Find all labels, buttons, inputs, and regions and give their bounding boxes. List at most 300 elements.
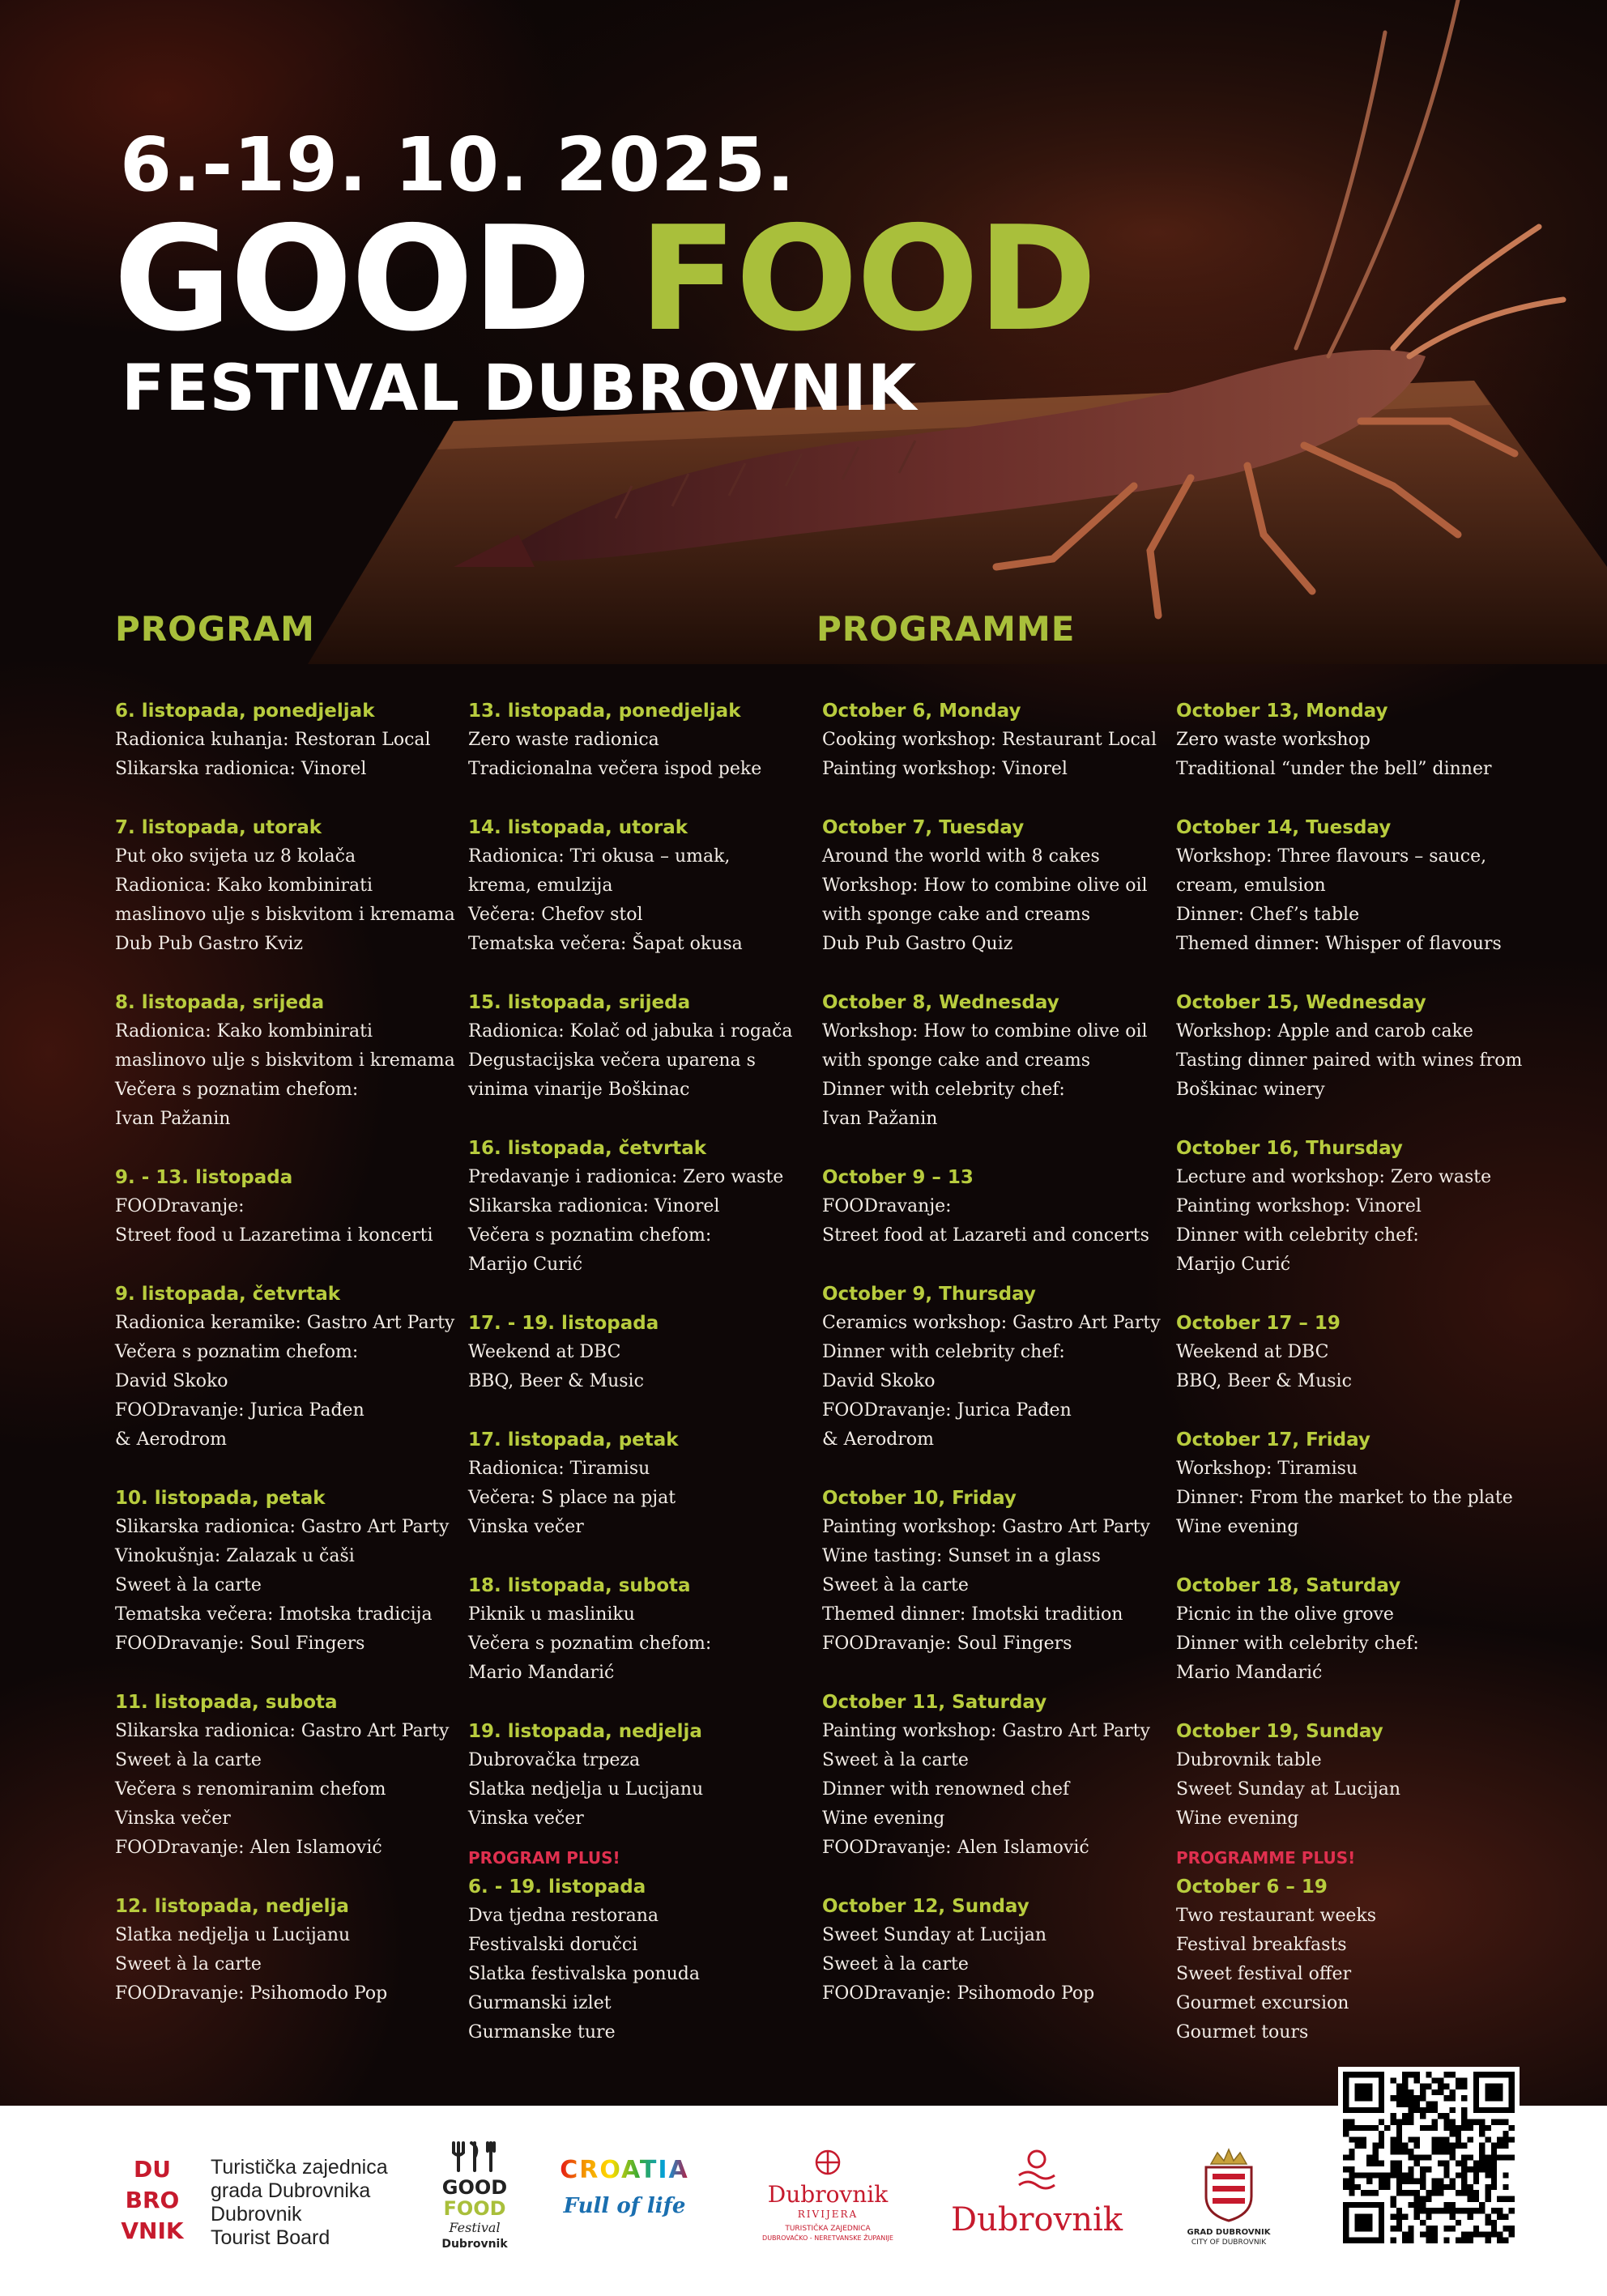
event-line: Festivalski doručci xyxy=(468,1935,638,1955)
event-line: maslinovo ulje s biskvitom i kremama xyxy=(115,905,455,925)
qr-code[interactable] xyxy=(1338,2067,1520,2248)
qr-module xyxy=(1426,2125,1431,2131)
event-line: Slikarska radionica: Gastro Art Party xyxy=(115,1517,450,1537)
qr-module xyxy=(1402,2072,1408,2077)
qr-module xyxy=(1450,2213,1456,2219)
event-line: Sweet Sunday at Lucijan xyxy=(1176,1779,1400,1800)
qr-module xyxy=(1468,2184,1473,2190)
qr-module xyxy=(1396,2102,1402,2107)
event-line: Two restaurant weeks xyxy=(1176,1906,1377,1926)
qr-module xyxy=(1456,2220,1461,2226)
qr-module xyxy=(1396,2089,1402,2095)
event-line: Večera: Chefov stol xyxy=(468,905,643,925)
qr-module xyxy=(1456,2077,1461,2083)
qr-module xyxy=(1414,2202,1420,2208)
qr-module xyxy=(1408,2231,1413,2237)
event-line: Dva tjedna restorana xyxy=(468,1906,659,1926)
day-date: October 9 – 13 xyxy=(822,1167,974,1188)
qr-module xyxy=(1461,2208,1467,2213)
event-line: Wine evening xyxy=(822,1808,945,1829)
day-date: October 10, Friday xyxy=(822,1488,1017,1509)
day-block xyxy=(468,988,816,1105)
qr-module xyxy=(1497,2213,1503,2219)
day-block xyxy=(468,696,816,784)
qr-module xyxy=(1443,2166,1449,2172)
event-line: Sweet festival offer xyxy=(1176,1964,1352,1984)
qr-module xyxy=(1485,2136,1490,2142)
tz-line: grada Dubrovnika xyxy=(211,2179,371,2202)
event-line: FOODravanje: xyxy=(115,1196,245,1216)
event-line: Vinska večer xyxy=(468,1808,584,1829)
qr-module xyxy=(1366,2190,1372,2196)
event-line: Radionica: Kolač od jabuka i rogača xyxy=(468,1021,793,1042)
gf-festival: Festival xyxy=(449,2220,501,2235)
qr-module xyxy=(1402,2179,1408,2184)
qr-module xyxy=(1349,2172,1354,2178)
day-date: October 8, Wednesday xyxy=(822,992,1059,1013)
day-date: October 14, Tuesday xyxy=(1176,817,1392,838)
qr-module xyxy=(1450,2179,1456,2184)
qr-module xyxy=(1497,2208,1503,2213)
event-line: Dinner with celebrity chef: xyxy=(822,1342,1065,1362)
qr-module xyxy=(1432,2102,1438,2107)
qr-module xyxy=(1473,2172,1479,2178)
day-block xyxy=(468,1134,816,1280)
event-line: Painting workshop: Gastro Art Party xyxy=(822,1721,1150,1741)
qr-module xyxy=(1349,2166,1354,2172)
qr-module xyxy=(1390,2136,1396,2142)
qr-module xyxy=(1461,2154,1467,2160)
qr-module xyxy=(1408,2102,1413,2107)
qr-module xyxy=(1461,2119,1467,2124)
qr-module xyxy=(1420,2208,1426,2213)
qr-module xyxy=(1485,2231,1490,2237)
event-line: krema, emulzija xyxy=(468,875,613,896)
qr-module xyxy=(1414,2077,1420,2083)
qr-module xyxy=(1509,2196,1515,2202)
qr-module xyxy=(1420,2231,1426,2237)
qr-module xyxy=(1343,2166,1349,2172)
day-date: 9. - 13. listopada xyxy=(115,1167,293,1188)
qr-module xyxy=(1343,2184,1349,2190)
qr-module xyxy=(1503,2238,1508,2243)
tourist-board-text xyxy=(211,2156,388,2250)
qr-module xyxy=(1426,2107,1431,2113)
qr-module xyxy=(1402,2102,1408,2107)
event-line: Workshop: How to combine olive oil xyxy=(822,875,1148,896)
qr-module xyxy=(1438,2136,1443,2142)
day-block xyxy=(468,1872,816,2047)
mark-line: VNIK xyxy=(121,2217,184,2244)
day-date: October 16, Thursday xyxy=(1176,1138,1403,1159)
qr-module xyxy=(1503,2226,1508,2231)
qr-module xyxy=(1438,2149,1443,2154)
qr-module xyxy=(1390,2077,1396,2083)
qr-module xyxy=(1414,2102,1420,2107)
qr-module xyxy=(1361,2190,1366,2196)
qr-module xyxy=(1379,2172,1384,2178)
event-line: Večera s poznatim chefom: xyxy=(115,1080,359,1100)
qr-module xyxy=(1396,2208,1402,2213)
event-line: FOODravanje: Psihomodo Pop xyxy=(822,1983,1095,2004)
qr-module xyxy=(1402,2077,1408,2083)
qr-module xyxy=(1396,2149,1402,2154)
qr-module xyxy=(1408,2136,1413,2142)
gf-dubrovnik: Dubrovnik xyxy=(441,2238,508,2251)
qr-module xyxy=(1373,2143,1379,2149)
qr-module xyxy=(1450,2202,1456,2208)
day-block xyxy=(115,696,463,784)
event-line: Weekend at DBC xyxy=(1176,1342,1329,1362)
qr-module xyxy=(1402,2213,1408,2219)
qr-module xyxy=(1420,2107,1426,2113)
event-line: Put oko svijeta uz 8 kolača xyxy=(115,846,356,867)
qr-module xyxy=(1456,2143,1461,2149)
event-line: Workshop: How to combine olive oil xyxy=(822,1021,1148,1042)
qr-module xyxy=(1396,2143,1402,2149)
event-line: Dub Pub Gastro Kviz xyxy=(115,934,303,954)
qr-module xyxy=(1384,2179,1390,2184)
qr-module xyxy=(1349,2179,1354,2184)
qr-module xyxy=(1361,2125,1366,2131)
qr-module xyxy=(1461,2231,1467,2237)
event-line: Večera s poznatim chefom: xyxy=(468,1634,712,1654)
event-line: Slatka nedjelja u Lucijanu xyxy=(115,1925,351,1945)
qr-module xyxy=(1414,2213,1420,2219)
qr-module xyxy=(1503,2184,1508,2190)
qr-module xyxy=(1420,2220,1426,2226)
event-line: Radionica: Tri okusa – umak, xyxy=(468,846,731,867)
event-line: Slikarska radionica: Vinorel xyxy=(468,1196,720,1216)
day-block xyxy=(115,813,463,959)
day-date: 6. - 19. listopada xyxy=(468,1876,646,1898)
qr-module xyxy=(1432,2136,1438,2142)
qr-module xyxy=(1390,2143,1396,2149)
event-line: Ivan Pažanin xyxy=(822,1109,938,1129)
qr-module xyxy=(1479,2149,1485,2154)
qr-finder xyxy=(1355,2213,1373,2231)
event-line: BBQ, Beer & Music xyxy=(1176,1371,1352,1391)
day-date: October 12, Sunday xyxy=(822,1896,1029,1917)
qr-module xyxy=(1497,2119,1503,2124)
day-date: 12. listopada, nedjelja xyxy=(115,1896,349,1917)
festival-subtitle: FESTIVAL DUBROVNIK xyxy=(121,352,918,425)
qr-module xyxy=(1396,2172,1402,2178)
day-date: 19. listopada, nedjelja xyxy=(468,1721,702,1742)
qr-module xyxy=(1461,2179,1467,2184)
title-good: GOOD xyxy=(113,195,590,363)
event-line: Slatka nedjelja u Lucijanu xyxy=(468,1779,704,1800)
qr-module xyxy=(1456,2136,1461,2142)
event-line: & Aerodrom xyxy=(115,1429,227,1450)
qr-module xyxy=(1491,2166,1497,2172)
qr-module xyxy=(1479,2154,1485,2160)
qr-module xyxy=(1379,2161,1384,2166)
event-line: FOODravanje: Psihomodo Pop xyxy=(115,1983,388,2004)
day-date: 10. listopada, petak xyxy=(115,1488,326,1509)
qr-module xyxy=(1456,2125,1461,2131)
qr-module xyxy=(1420,2125,1426,2131)
qr-module xyxy=(1414,2161,1420,2166)
qr-module xyxy=(1343,2179,1349,2184)
day-date: 13. listopada, ponedjeljak xyxy=(468,701,741,722)
event-line: Painting workshop: Gastro Art Party xyxy=(822,1517,1150,1537)
qr-module xyxy=(1355,2136,1361,2142)
event-line: Tasting dinner paired with wines from xyxy=(1176,1050,1523,1071)
day-block xyxy=(1176,1872,1541,2047)
qr-module xyxy=(1408,2166,1413,2172)
qr-module xyxy=(1426,2166,1431,2172)
programme-plus-label: PROGRAMME PLUS! xyxy=(1176,1848,1356,1868)
qr-module xyxy=(1443,2119,1449,2124)
dubrovnik-city-brand-logo xyxy=(940,2145,1134,2258)
event-line: Dinner with celebrity chef: xyxy=(1176,1225,1419,1246)
qr-module xyxy=(1396,2095,1402,2101)
event-line: & Aerodrom xyxy=(822,1429,934,1450)
qr-module xyxy=(1366,2125,1372,2131)
qr-module xyxy=(1503,2196,1508,2202)
qr-module xyxy=(1485,2184,1490,2190)
qr-module xyxy=(1509,2226,1515,2231)
day-block xyxy=(822,1280,1170,1455)
day-date: October 17 – 19 xyxy=(1176,1313,1341,1334)
qr-module xyxy=(1349,2119,1354,2124)
event-line: Dinner: From the market to the plate xyxy=(1176,1488,1513,1508)
qr-module xyxy=(1468,2154,1473,2160)
qr-module xyxy=(1379,2131,1384,2136)
qr-module xyxy=(1426,2238,1431,2243)
heading-program: PROGRAM xyxy=(115,609,315,649)
qr-module xyxy=(1408,2179,1413,2184)
qr-module xyxy=(1438,2184,1443,2190)
festival-title xyxy=(113,195,1096,363)
qr-module xyxy=(1426,2213,1431,2219)
qr-module xyxy=(1461,2125,1467,2131)
day-block xyxy=(1176,1571,1541,1688)
event-line: Marijo Curić xyxy=(468,1254,583,1275)
event-line: Workshop: Three flavours – sauce, xyxy=(1176,846,1487,867)
qr-module xyxy=(1355,2143,1361,2149)
qr-module xyxy=(1468,2119,1473,2124)
event-line: Gourmet excursion xyxy=(1176,1993,1349,2013)
qr-module xyxy=(1396,2125,1402,2131)
qr-module xyxy=(1384,2184,1390,2190)
qr-module xyxy=(1390,2202,1396,2208)
qr-module xyxy=(1479,2202,1485,2208)
qr-module xyxy=(1450,2149,1456,2154)
qr-module xyxy=(1426,2190,1431,2196)
qr-module xyxy=(1396,2131,1402,2136)
day-date: 6. listopada, ponedjeljak xyxy=(115,701,375,722)
qr-module xyxy=(1349,2125,1354,2131)
qr-module xyxy=(1468,2166,1473,2172)
event-line: Gurmanski izlet xyxy=(468,1993,612,2013)
mark-line: DU xyxy=(134,2156,171,2183)
qr-module xyxy=(1503,2119,1508,2124)
day-block xyxy=(1176,696,1541,784)
event-line: cream, emulsion xyxy=(1176,875,1326,896)
qr-module xyxy=(1343,2119,1349,2124)
qr-module xyxy=(1485,2190,1490,2196)
qr-module xyxy=(1384,2172,1390,2178)
qr-module xyxy=(1379,2184,1384,2190)
qr-module xyxy=(1503,2154,1508,2160)
day-date: October 9, Thursday xyxy=(822,1284,1036,1305)
qr-module xyxy=(1390,2113,1396,2119)
event-line: Street food at Lazareti and concerts xyxy=(822,1225,1149,1246)
qr-module xyxy=(1443,2161,1449,2166)
qr-module xyxy=(1408,2238,1413,2243)
qr-module xyxy=(1390,2095,1396,2101)
qr-module xyxy=(1473,2119,1479,2124)
day-date: 16. listopada, četvrtak xyxy=(468,1138,707,1159)
qr-module xyxy=(1443,2149,1449,2154)
mark-line: BRO xyxy=(125,2187,180,2213)
qr-module xyxy=(1384,2125,1390,2131)
qr-module xyxy=(1349,2136,1354,2142)
qr-module xyxy=(1420,2166,1426,2172)
program-plus-label: PROGRAM PLUS! xyxy=(468,1848,620,1868)
qr-module xyxy=(1414,2072,1420,2077)
day-block xyxy=(468,1309,816,1396)
gf-good: GOOD xyxy=(441,2176,508,2199)
program-hr-col1 xyxy=(115,696,463,2038)
qr-module xyxy=(1426,2226,1431,2231)
event-line: Mario Mandarić xyxy=(1176,1663,1323,1683)
qr-module xyxy=(1402,2172,1408,2178)
qr-module xyxy=(1443,2095,1449,2101)
qr-module xyxy=(1408,2119,1413,2124)
qr-module xyxy=(1461,2084,1467,2089)
qr-module xyxy=(1343,2125,1349,2131)
day-block xyxy=(115,1892,463,2008)
event-line: Sweet à la carte xyxy=(822,1750,969,1770)
qr-module xyxy=(1402,2190,1408,2196)
croatia-word: CROATIA xyxy=(556,2156,693,2184)
qr-module xyxy=(1426,2072,1431,2077)
qr-module xyxy=(1408,2226,1413,2231)
cutlery-icon xyxy=(437,2140,512,2174)
program-en-col2 xyxy=(1176,696,1541,2077)
qr-module xyxy=(1426,2102,1431,2107)
event-line: Dinner with renowned chef xyxy=(822,1779,1070,1800)
qr-module xyxy=(1450,2095,1456,2101)
day-block xyxy=(468,813,816,959)
qr-module xyxy=(1479,2166,1485,2172)
event-line: Sweet à la carte xyxy=(115,1750,262,1770)
qr-module xyxy=(1456,2161,1461,2166)
day-date: October 18, Saturday xyxy=(1176,1575,1401,1596)
qr-module xyxy=(1468,2125,1473,2131)
qr-module xyxy=(1479,2208,1485,2213)
event-line: Radionica keramike: Gastro Art Party xyxy=(115,1313,455,1333)
riviera-small2: DUBROVAČKO - NERETVANSKE ŽUPANIJE xyxy=(762,2234,893,2242)
day-block xyxy=(115,1280,463,1455)
qr-module xyxy=(1396,2136,1402,2142)
qr-module xyxy=(1432,2226,1438,2231)
event-line: Sweet à la carte xyxy=(115,1954,262,1974)
day-block xyxy=(822,813,1170,959)
event-line: Večera s poznatim chefom: xyxy=(468,1225,712,1246)
qr-module xyxy=(1443,2226,1449,2231)
qr-module xyxy=(1432,2184,1438,2190)
qr-module xyxy=(1479,2125,1485,2131)
event-line: Painting workshop: Vinorel xyxy=(822,759,1068,779)
qr-module xyxy=(1426,2231,1431,2237)
qr-module xyxy=(1450,2072,1456,2077)
event-line: Dinner: Chef’s table xyxy=(1176,905,1360,925)
qr-module xyxy=(1497,2196,1503,2202)
qr-module xyxy=(1443,2172,1449,2178)
qr-module xyxy=(1373,2161,1379,2166)
qr-module xyxy=(1373,2190,1379,2196)
day-block xyxy=(822,696,1170,784)
event-line: Radionica: Tiramisu xyxy=(468,1459,650,1479)
day-date: October 13, Monday xyxy=(1176,701,1388,722)
day-date: 11. listopada, subota xyxy=(115,1692,338,1713)
qr-module xyxy=(1432,2179,1438,2184)
grad-dubrovnik-logo xyxy=(1176,2148,1281,2261)
day-block xyxy=(115,1688,463,1863)
qr-module xyxy=(1503,2213,1508,2219)
day-block xyxy=(1176,1134,1541,1280)
qr-module xyxy=(1349,2154,1354,2160)
qr-module xyxy=(1408,2172,1413,2178)
qr-module xyxy=(1443,2136,1449,2142)
qr-module xyxy=(1343,2154,1349,2160)
event-line: Dinner with celebrity chef: xyxy=(1176,1634,1419,1654)
event-line: Tematska večera: Imotska tradicija xyxy=(115,1604,433,1625)
qr-module xyxy=(1402,2095,1408,2101)
day-block xyxy=(1176,1425,1541,1542)
grad-line1: GRAD DUBROVNIK xyxy=(1187,2228,1271,2237)
day-block xyxy=(468,1571,816,1688)
day-date: 15. listopada, srijeda xyxy=(468,992,691,1013)
event-line: Vinska večer xyxy=(115,1808,231,1829)
qr-module xyxy=(1414,2208,1420,2213)
qr-module xyxy=(1438,2161,1443,2166)
qr-module xyxy=(1402,2119,1408,2124)
qr-module xyxy=(1503,2172,1508,2178)
event-line: Dubrovnik table xyxy=(1176,1750,1322,1770)
event-line: Piknik u masliniku xyxy=(468,1604,635,1625)
tz-line: Dubrovnik xyxy=(211,2203,302,2226)
day-date: 8. listopada, srijeda xyxy=(115,992,325,1013)
event-line: Tematska večera: Šapat okusa xyxy=(468,934,743,954)
qr-module xyxy=(1396,2220,1402,2226)
event-line: Wine evening xyxy=(1176,1517,1299,1537)
qr-module xyxy=(1468,2213,1473,2219)
qr-module xyxy=(1438,2190,1443,2196)
day-block xyxy=(115,1163,463,1250)
qr-module xyxy=(1408,2095,1413,2101)
riviera-small1: TURISTIČKA ZAJEDNICA xyxy=(785,2225,871,2233)
qr-module xyxy=(1432,2149,1438,2154)
event-line: Picnic in the olive grove xyxy=(1176,1604,1394,1625)
qr-module xyxy=(1450,2107,1456,2113)
qr-module xyxy=(1420,2154,1426,2160)
riviera-name: Dubrovnik xyxy=(767,2181,889,2208)
qr-module xyxy=(1443,2113,1449,2119)
qr-module xyxy=(1402,2113,1408,2119)
qr-module xyxy=(1420,2084,1426,2089)
qr-module xyxy=(1361,2143,1366,2149)
qr-module xyxy=(1366,2161,1372,2166)
qr-module xyxy=(1450,2208,1456,2213)
qr-module xyxy=(1390,2166,1396,2172)
croatia-logo xyxy=(556,2156,693,2245)
tz-line: Tourist Board xyxy=(211,2226,330,2249)
